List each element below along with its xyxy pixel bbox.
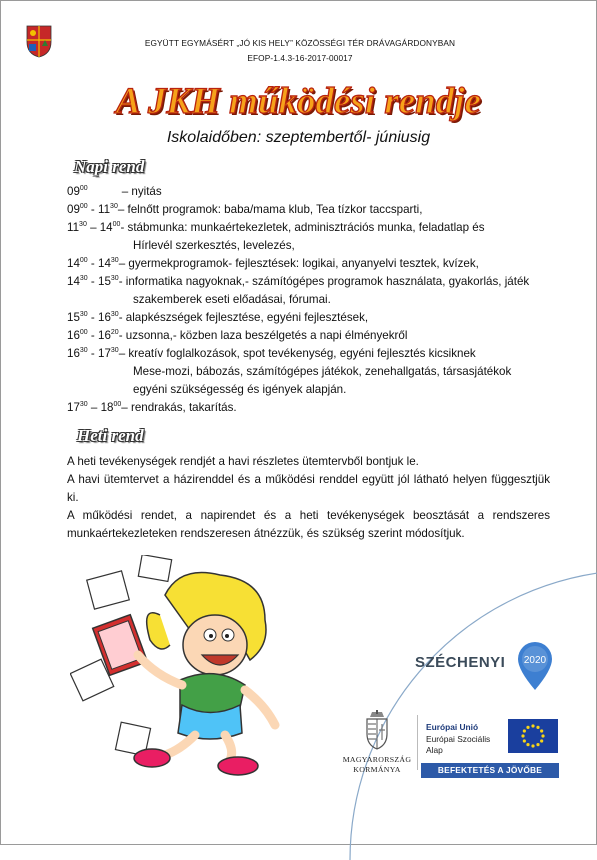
- eu-star: [526, 743, 529, 746]
- schedule-time: $15^{30} - 16^{30}$: [67, 311, 119, 324]
- header-line-2: EFOP-1.4.3-16-2017-00017: [247, 53, 353, 63]
- daily-heading: Napi rend: [74, 157, 145, 176]
- schedule-time: $09^{00} - 11^{30}$: [67, 203, 118, 216]
- eu-star: [536, 726, 539, 729]
- szechenyi-logo-text: SZÉCHENYI: [415, 654, 506, 671]
- befektetes-banner: BEFEKTETÉS A JÖVŐBE: [421, 763, 559, 778]
- subtitle: Iskolaidőben: szeptembertől- júniusig: [166, 129, 431, 146]
- schedule-desc: – felnőtt programok: baba/mama klub, Tea tízkor taccsparti,: [117, 203, 423, 216]
- kormany-line-1: MAGYARORSZÁG: [342, 755, 412, 764]
- schedule-time: $11^{30} - 14^{00}$: [67, 221, 121, 234]
- szechenyi-year: 2020: [523, 655, 547, 666]
- schedule-continuation: egyéni szükségesség és igények alapján.: [133, 383, 347, 396]
- schedule-time: $17^{30} - 18^{00}$: [67, 401, 122, 414]
- schedule-time: $16^{00} - 16^{20}$: [67, 329, 119, 342]
- schedule-time: $09^{00}$: [67, 185, 88, 198]
- schedule-row: [67, 327, 582, 345]
- eu-star: [541, 734, 544, 737]
- schedule-row: [67, 201, 582, 219]
- weekly-paragraph-3: A működési rendet, a napirendet és a heti tevékenységek beosztását a rendszeres munkaértekezleteken rendszeresen átnézzük, és szükség szerint módosítjuk.: [67, 509, 550, 540]
- schedule-time: $16^{30} - 17^{30}$: [67, 347, 119, 360]
- header-line-1: EGYÜTT EGYMÁSÉRT „JÓ KIS HELY” KÖZÖSSÉGI TÉR DRÁVAGÁRDONYBAN: [144, 38, 456, 48]
- schedule-desc: - uzsonna,- közben laza beszélgetés a napi élményekről: [118, 329, 408, 342]
- schedule-desc: - stábmunka: munkaértekezletek, adminisztrációs munka, feladatlap és: [120, 221, 485, 234]
- schedule-row: [67, 273, 582, 291]
- schedule-continuation: szakemberek eseti előadásai, fórumai.: [133, 293, 331, 306]
- eu-star: [531, 724, 534, 727]
- schedule-desc: – nyitás: [121, 185, 162, 198]
- eu-star: [523, 729, 526, 732]
- page-title: A JKH működési rendje: [116, 81, 481, 122]
- cartoon-girl-illustration: [70, 555, 285, 780]
- eu-line-2: Európai Szociális: [426, 734, 491, 744]
- schedule-row: [67, 183, 582, 201]
- schedule-desc: – rendrakás, takarítás.: [121, 401, 237, 414]
- schedule-row: [67, 399, 582, 417]
- schedule-continuation: Mese-mozi, bábozás, számítógépes játékok, zenehallgatás, társasjátékok: [133, 365, 512, 378]
- eu-flag-icon: [508, 719, 558, 753]
- logo-divider: [417, 715, 418, 770]
- schedule-time: $14^{00} - 14^{30}$: [67, 257, 119, 270]
- daily-schedule: [67, 183, 582, 417]
- szechenyi-pin-icon: [515, 640, 555, 692]
- eu-star: [536, 743, 539, 746]
- schedule-desc: - informatika nagyoknak,- számítógépes programok használata, gyakorlás, játék: [118, 275, 530, 288]
- schedule-row: [67, 219, 582, 237]
- coat-of-arms-icon: [25, 24, 53, 58]
- schedule-continuation: Hírlevél szerkesztés, levelezés,: [133, 239, 295, 252]
- weekly-paragraph-2: A havi ütemtervet a házirenddel és a működési renddel együtt jól látható helyen függesztjük ki.: [67, 473, 550, 504]
- eu-line-3: Alap: [426, 745, 443, 755]
- eu-star: [540, 739, 543, 742]
- schedule-desc: – gyermekprogramok- fejlesztések: logikai, anyanyelvi tesztek, kvízek,: [118, 257, 479, 270]
- eu-star: [526, 726, 529, 729]
- eu-star: [523, 739, 526, 742]
- hungarian-crest-icon: [364, 710, 390, 750]
- weekly-paragraph-1: A heti tevékenységek rendjét a havi részletes ütemtervből bontjuk le.: [67, 455, 419, 468]
- eu-line-1: Európai Unió: [426, 722, 479, 732]
- kormany-line-2: KORMÁNYA: [353, 765, 401, 774]
- schedule-desc: – kreatív foglalkozások, spot tevékenység, egyéni fejlesztés kicsiknek: [118, 347, 476, 360]
- weekly-heading: Heti rend: [77, 426, 144, 445]
- schedule-row: [67, 255, 582, 273]
- schedule-time: $14^{30} - 15^{30}$: [67, 275, 119, 288]
- eu-star: [531, 744, 534, 747]
- schedule-row: [67, 309, 582, 327]
- schedule-desc: - alapkészségek fejlesztése, egyéni fejlesztések,: [118, 311, 369, 324]
- schedule-row: [67, 345, 582, 363]
- eu-star: [521, 734, 524, 737]
- eu-star: [540, 729, 543, 732]
